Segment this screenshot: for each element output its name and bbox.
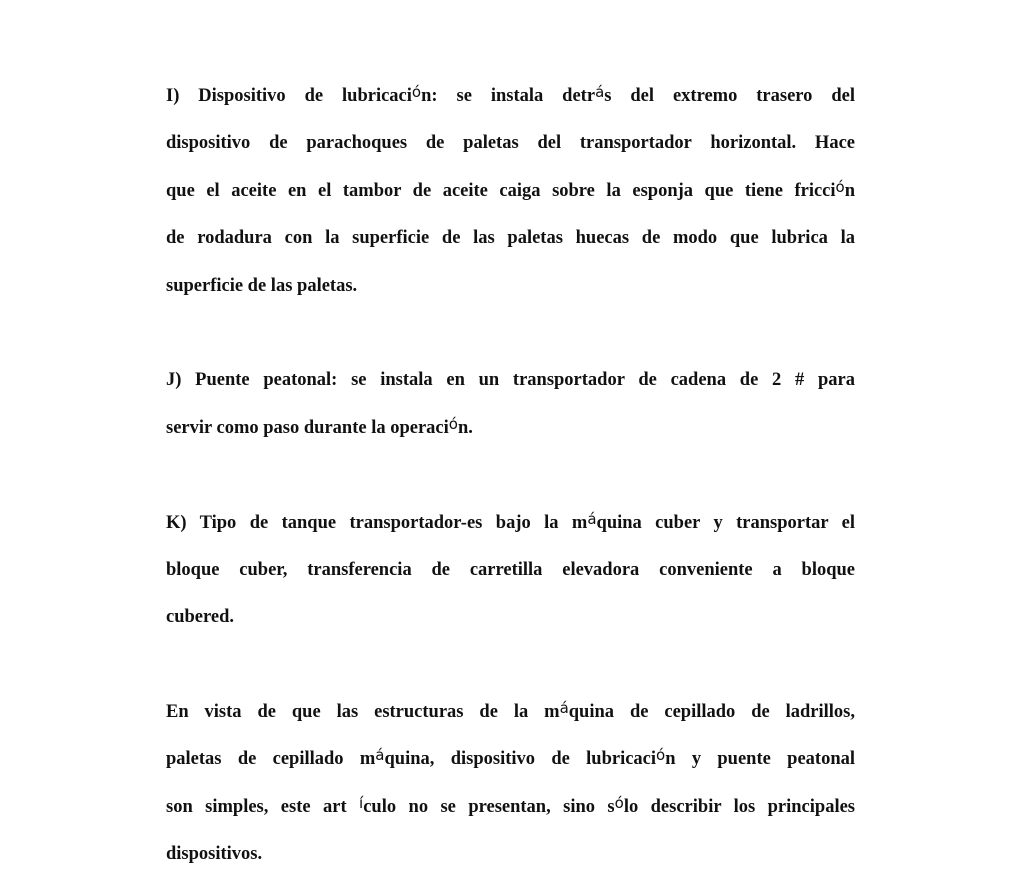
accented-glyph: ó	[835, 177, 845, 196]
text-segment: bloque cuber, transferencia de carretilla elevadora conveniente a bloque	[166, 559, 855, 580]
text-line	[166, 215, 855, 262]
text-segment: J) Puente peatonal: se instala en un transportador de cadena de 2 # para	[166, 370, 855, 391]
accented-glyph: á	[375, 746, 385, 765]
text-segment: culo no se presentan, sino s	[363, 796, 615, 817]
paragraph-k	[166, 500, 855, 642]
text-line	[166, 689, 855, 736]
text-segment: K) Tipo de tanque transportador-es bajo la m	[166, 512, 588, 533]
text-line	[166, 357, 855, 404]
paragraph-spacer	[166, 310, 855, 357]
text-segment: n y puente peatonal	[665, 749, 855, 770]
text-segment: cubered.	[166, 607, 235, 628]
text-line	[166, 168, 855, 215]
text-segment: quina, dispositivo de lubricaci	[384, 749, 657, 770]
text-segment: servir como paso durante la operaci	[166, 417, 449, 438]
text-segment: I) Dispositivo de lubricaci	[166, 86, 412, 106]
text-line	[166, 263, 855, 310]
text-line	[166, 73, 855, 120]
text-line	[166, 784, 855, 831]
text-line	[166, 831, 855, 878]
text-segment: n	[844, 180, 855, 201]
text-segment: dispositivo de parachoques de paletas del transportador horizontal. Hace	[166, 133, 855, 154]
text-line	[166, 405, 855, 452]
accented-glyph: á	[595, 83, 605, 101]
accented-glyph: í	[359, 793, 364, 812]
document-page	[166, 73, 855, 879]
text-segment: quina de cepillado de ladrillos,	[568, 702, 856, 723]
text-segment: superficie de las paletas.	[166, 275, 358, 296]
text-segment: de rodadura con la superficie de las paletas huecas de modo que lubrica la	[166, 228, 855, 249]
text-segment: dispositivos.	[166, 844, 263, 865]
text-segment: s del extremo trasero del	[604, 86, 855, 106]
paragraph-conclusion	[166, 689, 855, 879]
paragraph-spacer	[166, 452, 855, 499]
text-segment: son simples, este art	[166, 796, 360, 817]
text-segment: lo describir los principales	[623, 796, 856, 817]
accented-glyph: á	[587, 509, 597, 528]
text-line	[166, 594, 855, 641]
paragraph-i	[166, 73, 855, 310]
text-segment: quina cuber y transportar el	[596, 512, 855, 533]
text-line	[166, 120, 855, 167]
accented-glyph: ó	[448, 414, 458, 433]
text-line	[166, 500, 855, 547]
paragraph-spacer	[166, 642, 855, 689]
text-line	[166, 736, 855, 783]
text-segment: n: se instala detr	[421, 86, 596, 106]
text-segment: paletas de cepillado m	[166, 749, 376, 770]
accented-glyph: ó	[656, 746, 666, 765]
paragraph-j	[166, 357, 855, 452]
text-line	[166, 547, 855, 594]
text-segment: n.	[457, 417, 473, 438]
accented-glyph: ó	[614, 793, 624, 812]
text-segment: En vista de que las estructuras de la m	[166, 702, 560, 723]
text-segment: que el aceite en el tambor de aceite caiga sobre la esponja que tiene fricci	[166, 180, 836, 201]
accented-glyph: ó	[411, 83, 422, 101]
accented-glyph: á	[559, 699, 569, 718]
